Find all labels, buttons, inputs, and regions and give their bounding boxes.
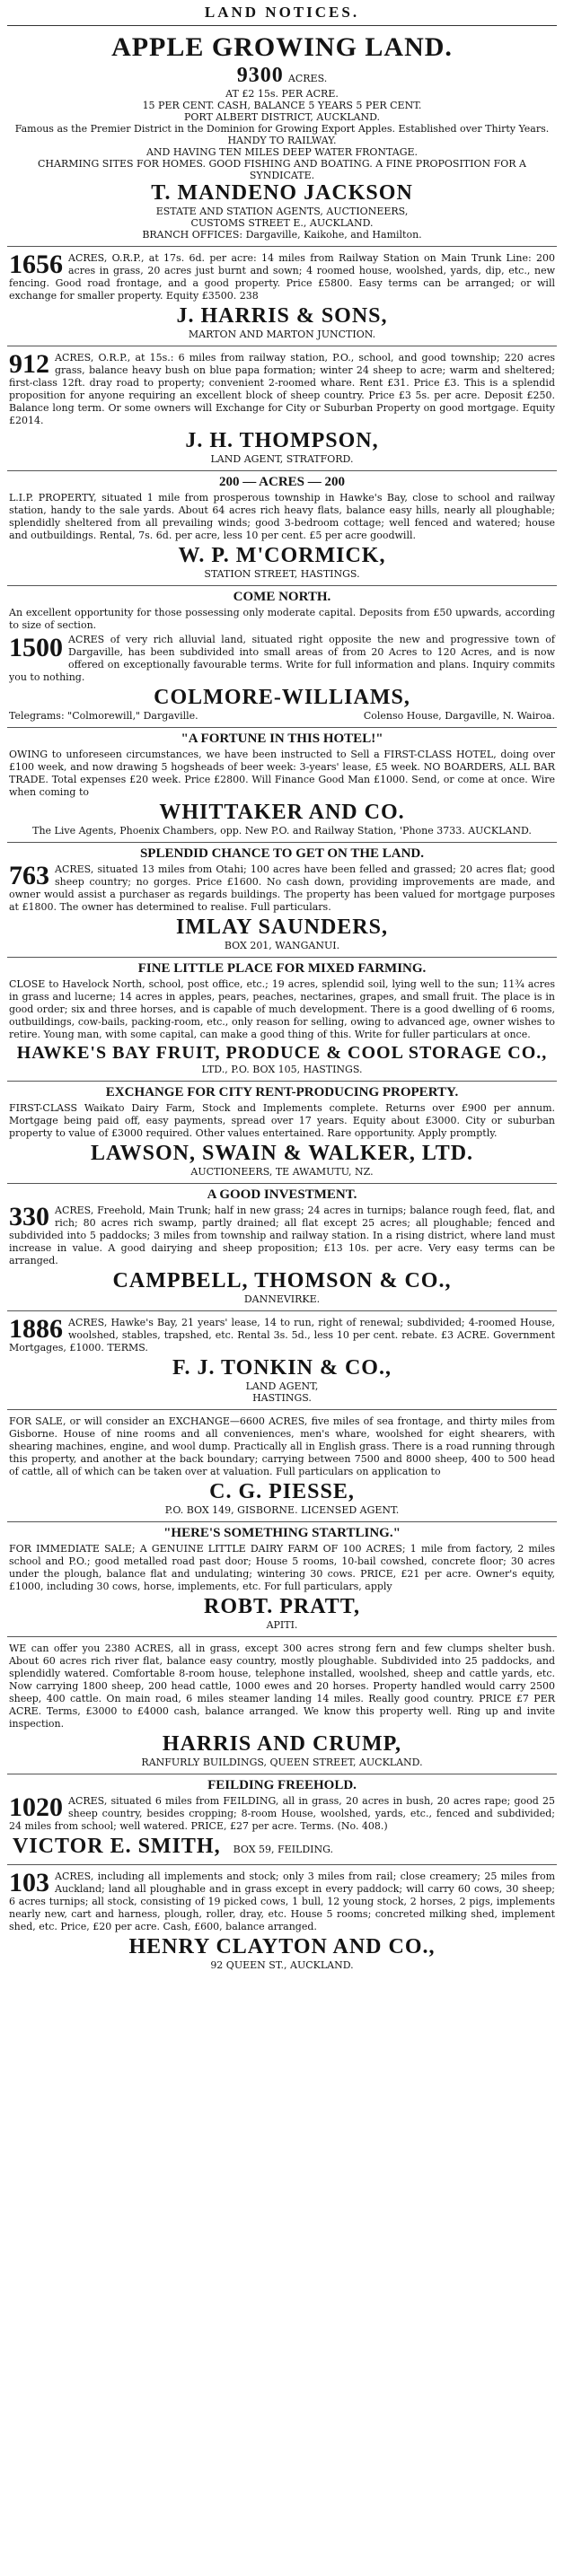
ad-address: AUCTIONEERS, TE AWAMUTU, NZ. <box>190 1166 374 1178</box>
section-header: LAND NOTICES. <box>204 4 360 21</box>
ad-number: 1656 <box>9 250 63 279</box>
ad-firm: HENRY CLAYTON AND CO., <box>128 1935 436 1958</box>
ad-telegrams: Telegrams: "Colmorewill," Dargaville. <box>9 710 198 722</box>
ad-number: 912 <box>9 349 49 379</box>
ad-number: 1886 <box>9 1314 63 1344</box>
ad-address: P.O. BOX 149, GISBORNE. LICENSED AGENT. <box>164 1504 400 1516</box>
ad-terms: 15 PER CENT. CASH, BALANCE 5 YEARS 5 PER CENT. <box>142 100 422 111</box>
ad-something-startling <box>7 1522 557 1637</box>
ad-body: ACRES, O.R.P., at 17s. 6d. per acre: 14 miles from Railway Station on Main Trunk Line: 200 acres in grass, 20 acres just burnt and sown; 4 roomed house, woolshed, yards, dip, etc., new fencing. Good road frontage, and a good property. Price £5800. Easy terms can be arranged; or will exchange for smaller property. Equity £3500. 238 <box>9 252 555 302</box>
ad-number: 1020 <box>9 1792 63 1822</box>
ad-firm: J. H. THOMPSON, <box>185 429 379 452</box>
ad-body: FIRST-CLASS Waikato Dairy Farm, Stock and Implements complete. Returns over £900 per annum. Mortgage being paid off, easy payments, spread over 17 years. Equity about £3000. City or suburban property to value of £3000 required. Other values entertained. Rare opportunity. Apply promptly. <box>9 1102 555 1139</box>
ad-firm: C. G. PIESSE, <box>209 1480 355 1503</box>
ad-body: CLOSE to Havelock North, school, post office, etc.; 19 acres, splendid soil, lying well to the sun; 11¾ acres in grass and lucerne; 14 acres in apples, pears, peaches, nectarines, grapes, and small fruit. The place is in good order; six and three horses, and is capable of much development. There is a good dwelling of 6 rooms, outbuildings, cow-bails, packing-room, etc., only reason for selling, owing to advanced age, owner wishes to retire. Young man, with some capital, can make a good thing of this. Write for fuller particulars at once. <box>9 978 555 1040</box>
ad-body: L.I.P. PROPERTY, situated 1 mile from prosperous township in Hawke's Bay, close to school and railway station, handy to the sale yards. About 64 acres rich heavy flats, balance easy hills, nearly all ploughable; splendidly sheltered from all prevailing winds; good 3-bedroom cottage; well fenced and watered; house and outbuildings. Rental, 7s. 6d. per acre, less 10 per cent. £5 per acre goodwill. <box>9 492 555 541</box>
ad-subtitle: BOX 59, FEILDING. <box>233 1844 334 1855</box>
ad-heading: "A FORTUNE IN THIS HOTEL!" <box>181 732 383 746</box>
ad-body: FOR IMMEDIATE SALE; A GENUINE LITTLE DAIRY FARM OF 100 ACRES; 1 mile from factory, 2 miles school and P.O.; good metalled road past door; House 5 rooms, 10-bail cowshed, concrete floor; 30 acres under the plough, balance flat and undulating; wintering 30 cows. PRICE, £21 per acre. Owner's equity, £1000, including 30 cows, horse, implements, etc. For full particulars, apply <box>9 1543 555 1592</box>
ad-line-3: CHARMING SITES FOR HOMES. GOOD FISHING AND BOATING. A FINE PROPOSITION FOR A SYNDICATE. <box>38 158 526 181</box>
ad-103-acres <box>7 1865 557 1976</box>
land-notices-page <box>7 0 557 1976</box>
ad-firm: J. HARRIS & SONS, <box>176 304 388 328</box>
ad-firm: T. MANDENO JACKSON <box>151 181 413 205</box>
ad-heading: A GOOD INVESTMENT. <box>207 1187 357 1202</box>
ad-address: STATION STREET, HASTINGS. <box>204 568 360 580</box>
ad-number: 1500 <box>9 633 63 662</box>
ad-address: CUSTOMS STREET E., AUCKLAND. <box>190 217 374 229</box>
ad-firm: COLMORE-WILLIAMS, <box>154 686 410 709</box>
ad-address: The Live Agents, Phoenix Chambers, opp. New P.O. and Railway Station, 'Phone 3733. AUCKLAND. <box>32 825 532 837</box>
ad-firm: LAWSON, SWAIN & WALKER, LTD. <box>90 1142 474 1165</box>
ad-subtitle: ESTATE AND STATION AGENTS, AUCTIONEERS, <box>155 206 409 217</box>
ad-address: DANNEVIRKE. <box>243 1293 321 1305</box>
ad-good-investment <box>7 1184 557 1311</box>
ad-912-acres <box>7 346 557 471</box>
ad-heading: COME NORTH. <box>233 590 331 604</box>
ad-address: 92 QUEEN ST., AUCKLAND. <box>210 1959 354 1971</box>
ad-firm: HARRIS AND CRUMP, <box>162 1732 402 1756</box>
ad-price: AT £2 15s. PER ACRE. <box>225 88 339 100</box>
ad-gisborne-exchange <box>7 1410 557 1522</box>
ad-body: ACRES, Hawke's Bay, 21 years' lease, 14 to run, right of renewal; subdivided; 4-roomed House, woolshed, stables, trapshed, etc. Rental 3s. 5d., less 10 per cent. rebate. £3 ACRE. Government Mortgages, £1000. TERMS. <box>9 1317 555 1354</box>
ad-body: ACRES, including all implements and stock; only 3 miles from rail; close creamery; 25 miles from Auckland; land all ploughable and in grass except in every paddock; will carry 60 cows, 30 sheep; 6 acres turnips; all stock, consisting of 19 picked cows, 1 bull, 12 young stock, 2 horses, 2 pigs, implements nearly new, cart and harness, plough, roller, dray, etc. House 5 rooms; concreted milking shed, implement shed, etc. Price, £20 per acre. Cash, £600, balance arranged. <box>9 1871 555 1932</box>
ad-address: HASTINGS. <box>252 1392 312 1404</box>
ad-body: OWING to unforeseen circumstances, we have been instructed to Sell a FIRST-CLASS HOTEL, doing over £100 week, and now drawing 5 hogsheads of beer week: 3-years' lease, £5 week. NO BOARDERS, ALL BAR TRADE. Total expenses £20 week. Price £2800. Will Finance Good Man £1000. Send, or come at once. Wire when coming to <box>9 749 555 798</box>
ad-subtitle: LAND AGENT, <box>245 1380 319 1392</box>
ad-firm: CAMPBELL, THOMSON & CO., <box>112 1269 452 1292</box>
ad-headline: APPLE GROWING LAND. <box>111 32 453 62</box>
ad-firm: VICTOR E. SMITH, <box>13 1835 221 1858</box>
ad-1886-acres <box>7 1311 557 1410</box>
ad-ref: (No. 408.) <box>337 1820 388 1832</box>
ad-address: LTD., P.O. BOX 105, HASTINGS. <box>201 1064 363 1075</box>
ad-branch: BRANCH OFFICES: Dargaville, Kaikohe, and Hamilton. <box>142 229 422 241</box>
ad-heading: FINE LITTLE PLACE FOR MIXED FARMING. <box>137 961 427 976</box>
ad-exchange-city <box>7 1082 557 1184</box>
ad-firm: W. P. M'CORMICK, <box>178 544 386 567</box>
ad-heading: "HERE'S SOMETHING STARTLING." <box>163 1526 401 1540</box>
ad-body: ACRES, O.R.P., at 15s.: 6 miles from railway station, P.O., school, and good township; 220 acres grass, balance heavy bush on blue papa formation; winter 24 sheep to acre; warm and sheltered; first-class 12ft. dray road to property; convenient 2-roomed whare. Rent £31. Price £3. This is a splendid proposition for anyone requiring an excellent block of sheep country. Price £3 5s. per acre. Deposit £250. Balance long term. Or some owners will Exchange for City or Suburban Property on good mortgage. Equity £2014. <box>9 352 555 426</box>
ad-ref: 238 <box>239 290 259 302</box>
ad-address: RANFURLY BUILDINGS, QUEEN STREET, AUCKLAND. <box>141 1757 423 1768</box>
ad-1656-acres <box>7 247 557 346</box>
ad-heading: 200 — ACRES — 200 <box>218 475 346 489</box>
ad-address: MARTON AND MARTON JUNCTION. <box>188 329 376 340</box>
ad-body: ACRES, situated 6 miles from FEILDING, all in grass, 20 acres in bush, 20 acres rape; good 25 sheep country, besides cropping; 8-room House, woolshed, yards, etc., fenced and subdivided; 24 miles from school; well watered. PRICE, £27 per acre. Terms. (No. 408.) <box>9 1795 555 1832</box>
ad-apple-growing-land <box>7 30 557 247</box>
ad-come-north <box>7 586 557 728</box>
ad-address: Colenso House, Dargaville, N. Wairoa. <box>363 710 555 722</box>
ad-200-acres <box>7 471 557 586</box>
ad-body: Famous as the Premier District in the Dominion for Growing Export Apples. Established over Thirty Years. <box>14 123 550 135</box>
ad-heading: FEILDING FREEHOLD. <box>207 1778 357 1792</box>
ad-place: PORT ALBERT DISTRICT, AUCKLAND. <box>183 111 381 123</box>
acres-word: ACRES. <box>287 73 328 84</box>
ad-firm: WHITTAKER AND CO. <box>159 801 405 824</box>
ad-firm: HAWKE'S BAY FRUIT, PRODUCE & COOL STORAGE CO., <box>16 1043 548 1063</box>
header-rule <box>7 25 557 26</box>
ad-firm: IMLAY SAUNDERS, <box>176 916 388 939</box>
ad-2380-acres <box>7 1637 557 1774</box>
acres-number: 9300 <box>236 64 284 87</box>
ad-number: 330 <box>9 1202 49 1231</box>
ad-firm: F. J. TONKIN & CO., <box>172 1356 392 1380</box>
ad-body: WE can offer you 2380 ACRES, all in grass, except 300 acres strong fern and few clumps shelter bush. About 60 acres rich river flat, balance easy country, mostly ploughable. Subdivided into 25 paddocks, and splendidly watered. Comfortable 8-room house, telephone installed, woolshed, sheep and cattle yards, etc. Now carrying 1800 sheep, 200 head cattle, 1000 ewes and 20 horses. Property handled would carry 2500 sheep, 400 cattle. On main road, 6 miles steamer landing 14 miles. Really good country. PRICE £7 PER ACRE. Terms, £3000 to £4000 cash, balance arranged. We know this property well. Ring up and invite inspection. <box>9 1643 555 1730</box>
ad-firm: ROBT. PRATT, <box>203 1595 360 1618</box>
ad-body: ACRES, situated 13 miles from Otahi; 100 acres have been felled and grassed; 20 acres flat; good sheep country; no gorges. Price £1600. No cash down, providing improvements are made, and owner would assist a purchaser as regards buildings. The property has been valued for mortgage purposes at £1800. The owner has determined to realise. Full particulars. <box>9 863 555 913</box>
ad-number: 103 <box>9 1868 49 1897</box>
ad-line-2: AND HAVING TEN MILES DEEP WATER FRONTAGE. <box>145 146 419 158</box>
acres-line <box>9 64 555 88</box>
ad-heading: SPLENDID CHANCE TO GET ON THE LAND. <box>139 846 425 861</box>
ad-number: 763 <box>9 861 49 890</box>
ad-heading: EXCHANGE FOR CITY RENT-PRODUCING PROPERTY. <box>105 1085 459 1100</box>
ad-firm-row <box>9 1835 555 1859</box>
ad-body: ACRES of very rich alluvial land, situated right opposite the new and progressive town of Dargaville, has been subdivided into small areas of from 20 Acres to 120 Acres, and is now offered on exceptionally favourable terms. Write for full information and plans. Inquiry commits you to nothing. <box>9 634 555 683</box>
ad-intro: An excellent opportunity for those possessing only moderate capital. Deposits from £50 upwards, according to size of section. <box>9 607 555 631</box>
ad-fortune-hotel <box>7 728 557 843</box>
ad-footer-row <box>9 710 555 722</box>
ad-763-acres <box>7 843 557 958</box>
ad-line-1: HANDY TO RAILWAY. <box>227 135 337 146</box>
ad-feilding-freehold <box>7 1774 557 1865</box>
ad-address: APITI. <box>266 1619 298 1631</box>
ad-body: ACRES, Freehold, Main Trunk; half in new grass; 24 acres in turnips; balance rough feed, flat, and rich; 80 acres rich swamp, partly drained; all flat except 25 acres; all ploughable; fenced and subdivided into 5 paddocks; 3 miles from township and railway station. In a rising district, where land must increase in value. A good dairying and sheep proposition; £13 10s. per acre. Very easy terms can be arranged. <box>9 1205 555 1266</box>
ad-body: FOR SALE, or will consider an EXCHANGE—6600 ACRES, five miles of sea frontage, and thirty miles from Gisborne. House of nine rooms and all conveniences, men's whare, woolshed for eight shearers, with shearing machines, engine, and wool dump. Practically all in English grass. There is a road running through this property, and another at the back boundary; carrying between 7500 and 8000 sheep, 400 to 500 head of cattle, all of which can be taken over at valuation. Full particulars on application to <box>9 1415 555 1477</box>
ad-mixed-farming <box>7 958 557 1082</box>
ad-address: BOX 201, WANGANUI. <box>224 940 340 951</box>
ad-address: LAND AGENT, STRATFORD. <box>210 453 354 465</box>
